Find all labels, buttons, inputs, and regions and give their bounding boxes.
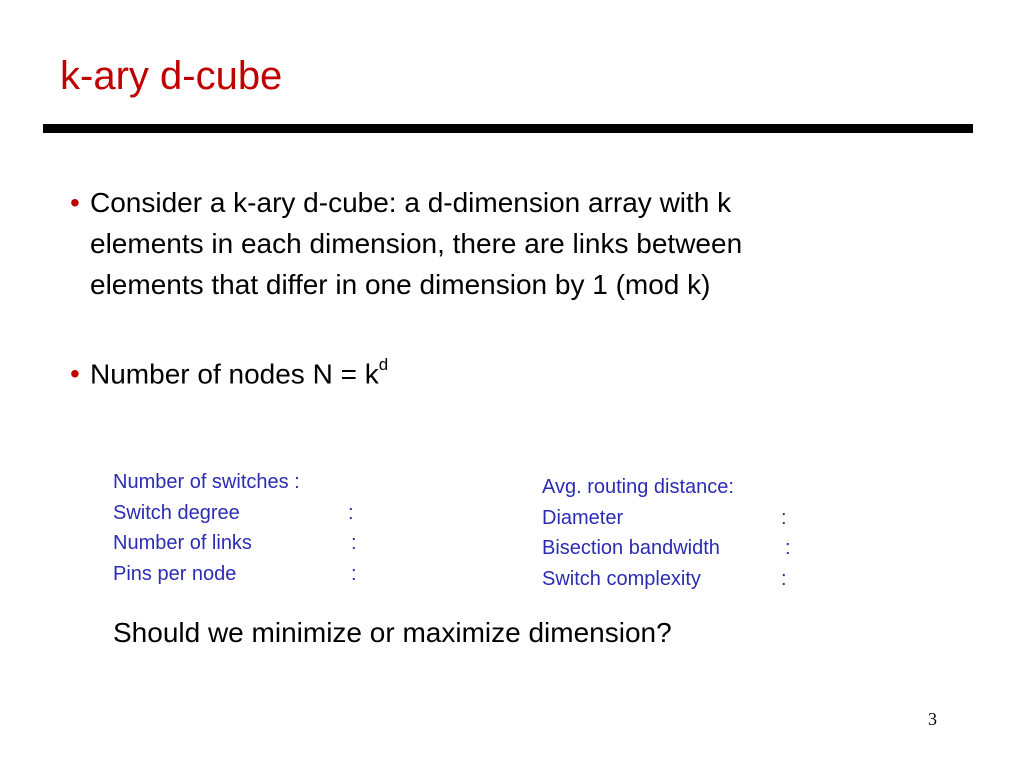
bullet-line: elements that differ in one dimension by 1 (mod k) (90, 269, 711, 300)
bullet-marker: • (70, 358, 80, 390)
metric-label: Switch complexity (542, 567, 701, 590)
bullet-line: Consider a k-ary d-cube: a d-dimension array with k (90, 187, 732, 218)
metric-label: Pins per node (113, 562, 237, 585)
metric-row (542, 533, 812, 564)
metric-row (542, 503, 812, 534)
metric-label: Number of links (113, 532, 252, 554)
page-number: 3 (928, 709, 937, 729)
metric-row (113, 467, 373, 498)
bullet-text (90, 182, 731, 223)
closing-question: Should we minimize or maximize dimension? (113, 617, 672, 648)
metric-row (113, 559, 373, 590)
metric-colon: : (781, 567, 787, 590)
bullet-superscript: d (378, 355, 389, 374)
metric-label: Bisection bandwidth (542, 537, 720, 559)
metric-label: Switch degree (113, 501, 240, 524)
metric-row (542, 564, 812, 595)
metric-row (113, 528, 373, 559)
bullet-line: elements in each dimension, there are links between (90, 228, 743, 259)
metric-colon: : (785, 537, 791, 559)
bullet-text: Number of nodes N = k (90, 358, 379, 390)
title-divider (43, 124, 973, 133)
network-metrics-list (542, 472, 812, 594)
metric-label: Number of switches : (113, 471, 300, 493)
metric-colon: : (351, 562, 357, 585)
switch-metrics-list (113, 467, 373, 589)
bullet-item-definition (70, 182, 910, 305)
metric-colon: : (781, 506, 787, 529)
bullet-item-node-count (70, 347, 388, 394)
metric-colon: : (348, 501, 354, 524)
metric-colon: : (351, 532, 357, 554)
metric-row (542, 472, 812, 503)
bullet-marker: • (70, 187, 80, 218)
slide-title: k-ary d-cube (60, 54, 283, 98)
metric-label: Avg. routing distance: (542, 476, 734, 498)
metric-label: Diameter (542, 506, 624, 529)
metric-row (113, 498, 373, 529)
